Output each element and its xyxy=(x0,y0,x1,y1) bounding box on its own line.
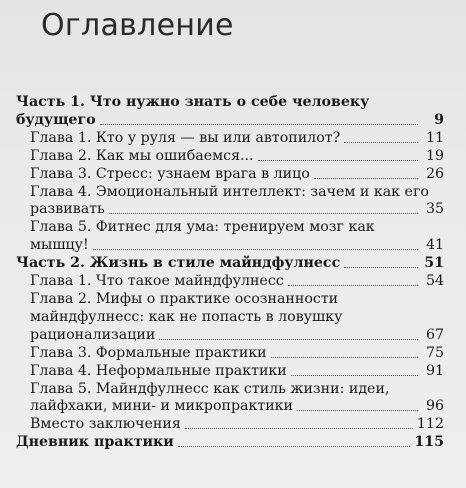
toc-page-number: 91 xyxy=(425,362,444,379)
toc-entry-last-line xyxy=(16,112,444,130)
table-of-contents xyxy=(16,94,444,452)
toc-chapter-entry xyxy=(16,219,444,255)
toc-page-number: 75 xyxy=(425,344,444,361)
toc-part-entry xyxy=(16,94,444,130)
toc-entry-title: мышцу! xyxy=(30,237,89,254)
toc-part-entry xyxy=(16,255,444,273)
toc-entry-title: Глава 3. Стресс: узнаем врага в лицо xyxy=(30,165,310,182)
toc-entry-last-line xyxy=(30,363,444,381)
toc-chapter-entry xyxy=(16,166,444,184)
dot-leader xyxy=(344,266,418,268)
toc-entry-last-line xyxy=(30,273,444,291)
dot-leader xyxy=(100,123,418,125)
toc-entry-title: Часть 2. Жизнь в стиле майндфулнесс xyxy=(16,255,341,272)
toc-entry-title: Глава 2. Как мы ошибаемся... xyxy=(30,147,254,164)
toc-page-number: 115 xyxy=(414,434,444,451)
toc-entry-line xyxy=(16,94,444,112)
toc-entry-last-line xyxy=(30,345,444,363)
toc-entry-title: Глава 5. Фитнес для ума: тренируем мозг как xyxy=(30,219,375,236)
toc-chapter-entry xyxy=(16,416,444,434)
toc-chapter-entry xyxy=(16,363,444,381)
dot-leader xyxy=(258,159,418,161)
toc-entry-line xyxy=(30,291,444,309)
toc-entry-title: Дневник практики xyxy=(16,434,174,451)
toc-entry-title: рационализации xyxy=(30,326,156,343)
toc-chapter-entry xyxy=(16,130,444,148)
toc-entry-last-line xyxy=(30,148,444,166)
toc-entry-last-line xyxy=(16,434,444,452)
dot-leader xyxy=(109,212,418,214)
page-title: Оглавление xyxy=(41,8,234,43)
toc-entry-line xyxy=(30,381,444,399)
toc-page-number: 96 xyxy=(425,398,444,415)
toc-entry-last-line xyxy=(30,237,444,255)
toc-entry-title: Глава 4. Эмоциональный интеллект: зачем и как его xyxy=(30,183,429,200)
toc-entry-title: Глава 3. Формальные практики xyxy=(30,344,267,361)
toc-entry-title: Глава 2. Мифы о практике осознанности xyxy=(30,290,339,307)
toc-entry-last-line xyxy=(30,327,444,345)
dot-leader xyxy=(178,445,411,447)
toc-entry-title: Вместо заключения xyxy=(30,416,181,433)
toc-entry-last-line xyxy=(30,130,444,148)
toc-entry-title: майндфулнесс: как не попасть в ловушку xyxy=(30,308,343,325)
toc-entry-last-line xyxy=(30,166,444,184)
toc-entry-last-line xyxy=(30,201,444,219)
toc-page-number: 9 xyxy=(434,111,444,128)
toc-page-number: 67 xyxy=(425,326,444,343)
toc-chapter-entry xyxy=(16,184,444,220)
toc-entry-line xyxy=(30,184,444,202)
dot-leader xyxy=(297,409,418,411)
toc-part-entry xyxy=(16,434,444,452)
toc-page-number: 112 xyxy=(416,416,444,433)
toc-entry-title: Глава 4. Неформальные практики xyxy=(30,362,287,379)
dot-leader xyxy=(271,356,418,358)
toc-entry-title: развивать xyxy=(30,201,105,218)
toc-entry-title: Глава 1. Что такое майндфулнесс xyxy=(30,273,284,290)
toc-chapter-entry xyxy=(16,273,444,291)
toc-page-number: 35 xyxy=(425,201,444,218)
toc-page-number: 26 xyxy=(425,165,444,182)
toc-entry-title: Глава 1. Кто у руля — вы или автопилот? xyxy=(30,129,341,146)
toc-entry-last-line xyxy=(30,416,444,434)
toc-entry-title: Глава 5. Майндфулнесс как стиль жизни: идеи, xyxy=(30,380,390,397)
toc-chapter-entry xyxy=(16,345,444,363)
toc-page-number: 11 xyxy=(425,129,444,146)
toc-entry-line xyxy=(30,309,444,327)
toc-page-number: 19 xyxy=(425,147,444,164)
toc-entry-last-line xyxy=(30,398,444,416)
dot-leader xyxy=(288,284,418,286)
dot-leader xyxy=(291,374,418,376)
dot-leader xyxy=(159,338,418,340)
toc-chapter-entry xyxy=(16,291,444,345)
toc-entry-title: будущего xyxy=(16,111,96,128)
toc-entry-last-line xyxy=(16,255,444,273)
dot-leader xyxy=(344,141,418,143)
toc-entry-title: лайфхаки, мини- и микропрактики xyxy=(30,398,293,415)
dot-leader xyxy=(185,427,413,429)
dot-leader xyxy=(314,177,418,179)
dot-leader xyxy=(93,248,418,250)
toc-page-number: 51 xyxy=(424,255,444,272)
toc-chapter-entry xyxy=(16,381,444,417)
toc-page-number: 41 xyxy=(425,237,444,254)
toc-entry-line xyxy=(30,219,444,237)
toc-chapter-entry xyxy=(16,148,444,166)
toc-page-number: 54 xyxy=(425,273,444,290)
toc-entry-title: Часть 1. Что нужно знать о себе человеку xyxy=(16,94,370,110)
